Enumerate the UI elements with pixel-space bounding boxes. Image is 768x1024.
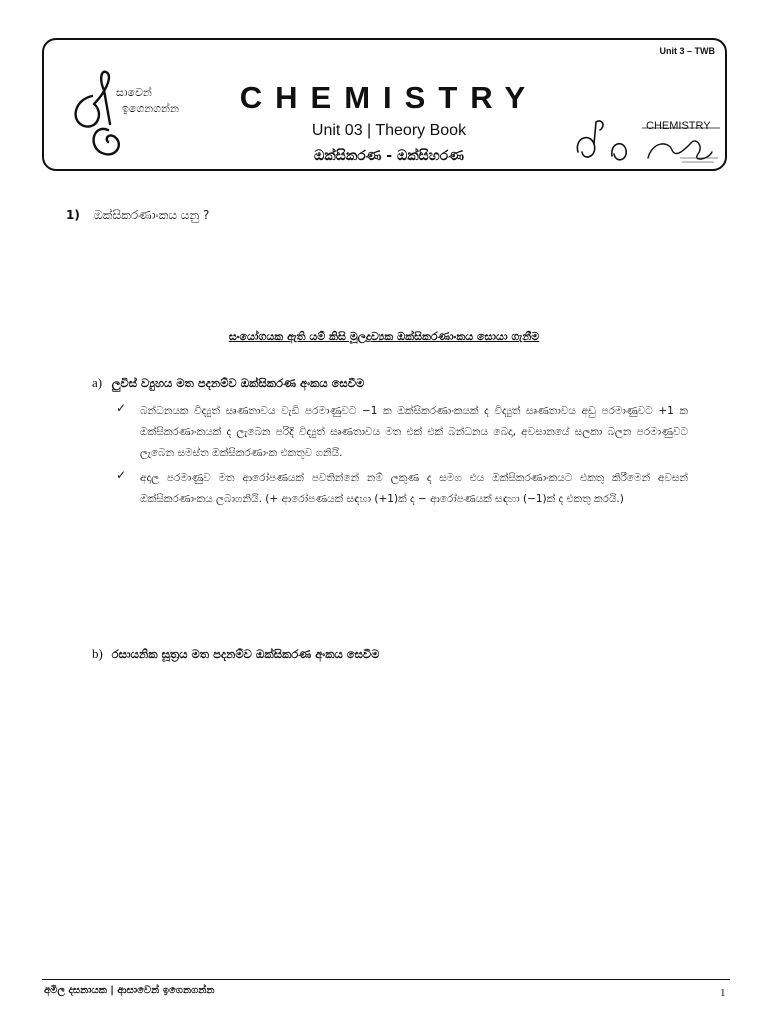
bullet-text: අදාල පරමාණුව මත ආරෝපණයක් පවතින්නේ නම් ලකුණ ද සමග එය ඔක්සිකරණාංකයට එකතු කිරීමෙන් අවසන් ඔක්සිකරණාංකය ලබාගනියි. (+ ආරෝපණයක් සඳහා (+1)ක් ද − ආරෝපණයක් සඳහා (−1)ක් ද එකතු කරයි.) [140,472,688,505]
footer-divider [42,979,730,980]
logo-tagline-2: ඉගෙනගන්න [122,102,179,115]
subsection-a [92,375,364,391]
question-number: 1) [66,208,80,222]
header-box [42,38,727,171]
subsection-b [92,646,379,662]
page-title: CHEMISTRY [239,80,539,115]
page-subtitle: Unit 03 | Theory Book [311,122,467,139]
subsection-b-letter: b) [92,646,103,661]
subsection-a-letter: a) [92,375,103,390]
signature-label: CHEMISTRY [646,120,711,132]
subsection-b-title: රසායනික සූත්‍රය මත පදනම්ව ඔක්සිකරණ අංකය සෙවීම [111,647,380,661]
unit-tag: Unit 3 – TWB [659,46,715,56]
bullet-text: බන්ධනයක විද්‍යුත් සෘණතාවය වැඩි පරමාණුවට −1 ක ඔක්සිකරණාංකයක් ද විද්‍යුත් සෘණතාවය අඩු පරමාණුවට +1 ක ඔක්සිකරණාංකයක් ද ලැබෙන පරිදි විද්‍යුත් සෘණතාවය මත එක් එක් බන්ධනය බෙදා, අවසානයේ සලකා බලන පරමාණුවට ලැබෙන සමස්ත ඔක්සිකරණාංක එකතුව ගනියි. [140,405,688,459]
checkmark-icon: ✓ [116,401,127,415]
logo-tagline-1: සාවෙන් [116,86,152,99]
topic-title: ඔක්සිකරණ - ඔක්සිහරණ [314,148,464,164]
page-number: 1 [720,987,726,999]
question-1 [66,208,209,223]
footer-author: අමිල දසනායක | ආසාවෙන් ඉගෙනගන්න [44,985,215,996]
section-heading: සංයෝගයක ඇති යම් කිසි මූලද්‍රව්‍යක ඔක්සිකරණාංකය සොයා ගැනීම [228,330,540,343]
checkmark-icon: ✓ [116,468,127,482]
bullet-list [116,401,688,514]
list-item [116,401,688,464]
list-item [116,468,688,510]
question-text: ඔක්සිකරණාංකය යනු ? [93,208,210,222]
subsection-a-title: ලුවිස් ව්‍යුහය මත පදනම්ව ඔක්සිකරණ අංකය සෙවීම [111,376,365,390]
